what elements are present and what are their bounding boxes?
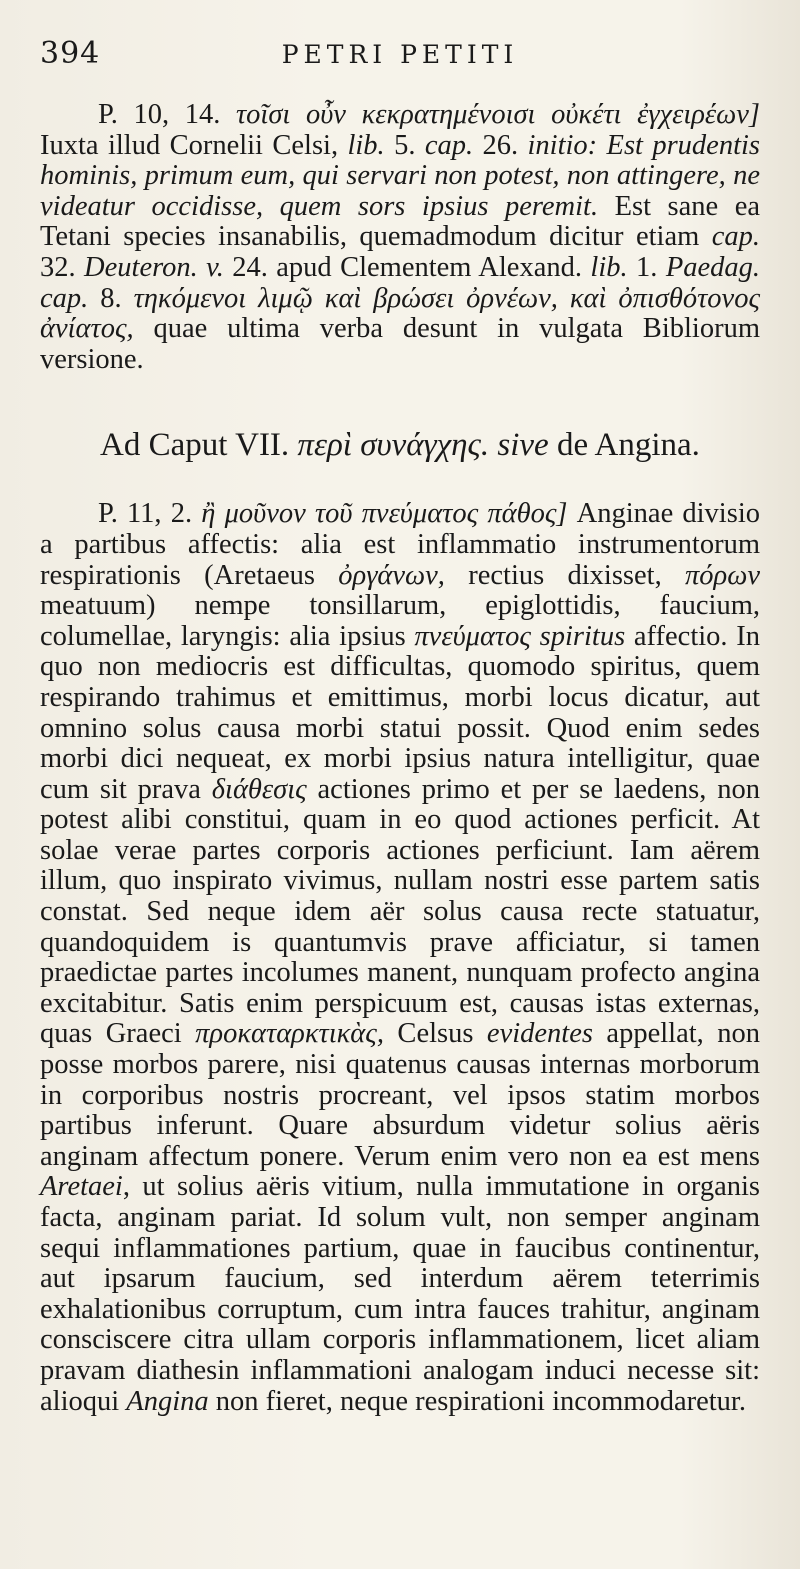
text: 8. — [88, 282, 134, 314]
section-heading — [40, 425, 760, 465]
text: 26. — [473, 129, 528, 161]
text: 1. — [627, 251, 666, 283]
reference: P. 10, 14. — [98, 99, 221, 130]
paragraph-commentary-2 — [40, 499, 760, 1417]
text: 5. — [384, 129, 425, 161]
greek-word: ὀργάνων, — [338, 559, 445, 591]
text: Anginae divisio a partibus affectis: alia est inflammatio instrumentorum respirationis (Aretaeus — [40, 498, 760, 591]
text: Est sane ea Tetani species insanabilis, quemadmodum dicitur etiam — [40, 190, 761, 253]
greek-word: πνεύματος — [414, 620, 531, 652]
section-label: Ad Caput VII. — [100, 427, 290, 464]
text: , ut solius aëris vitium, nulla immutatione in organis facta, anginam pariat. Id solum vult, non semper anginam sequi inflammationes partium, quae in faucibus continentur, aut ipsarum faucium, sed interdum aërem teterrimis exhalationibus corruptum, cum intra fauces trahitur, anginam consciscere citra ullam corporis inflammationem, licet aliam pravam diathesin inflammationi analogam induci necesse sit: alioqui — [40, 1171, 760, 1417]
italic-word: Aretaei — [40, 1171, 123, 1203]
text: appellat, non posse morbos parere, nisi quatenus causas internas morborum in corporibus nostris procreant, vel ipsos statim morbos partibus inferunt. Quare absurdum videtur solius aëris anginam affectum ponere. Verum enim vero non ea est mens — [40, 1018, 760, 1172]
greek-quotation: τηκόμενοι λιμῷ καὶ βρώσει ὀρνέων, καὶ ὀπισθότονος ἀνίατος, — [40, 282, 761, 345]
greek-word: προκαταρκτικὰς, — [195, 1018, 384, 1050]
text: affectio. In quo non mediocris est difficultas, quomodo spiritus, quem respirando trahimus et emittimus, morbi locus dicatur, aut omnino solus causa morbi statui possit. Quod enim sedes morbi dici nequeat, ex morbi ipsius natura intelligitur, quae cum sit prava — [40, 620, 760, 805]
italic-word: spiritus — [539, 620, 626, 652]
text: non fieret, neque respirationi incommodaretur. — [208, 1385, 746, 1417]
text: quae ultima verba desunt in vulgata Bibliorum versione. — [40, 313, 760, 375]
section-latin-title: de Angina. — [556, 427, 700, 464]
citation: lib. — [347, 129, 385, 161]
italic-word: Angina — [126, 1385, 209, 1417]
greek-word: πόρων — [685, 559, 760, 591]
italic-word: evidentes — [486, 1018, 593, 1050]
page-number: 394 — [40, 36, 101, 71]
section-greek-title: περὶ συνάγχης. — [297, 427, 490, 464]
citation: Deuteron. v. — [84, 251, 224, 283]
greek-lemma: ἢ μοῦνον τοῦ πνεύματος πάθος] — [201, 498, 568, 530]
citation: lib. — [590, 251, 628, 283]
greek-word: διάθεσις — [211, 773, 307, 805]
text: actiones primo et per se laedens, non potest alibi constitui, quam in eo quod actiones perficit. At solae verae partes corporis actiones perficiunt. Iam aërem illum, quo inspirato vivimus, nullam nostri esse partem satis constat. Sed neque idem aër solus causa recte statuatur, quandoquidem is quantumvis prave afficiatur, si tamen praedictae partes incolumes manent, nunquam profecto angina excitabitur. Satis enim perspicuum est, causas istas externas, quas Graeci — [40, 773, 760, 1050]
greek-lemma: τοῖσι οὖν κεκρατημένοισι οὐκέτι ἐγχειρέων] — [235, 99, 761, 130]
text: Celsus — [383, 1018, 487, 1050]
section-sive: sive — [497, 427, 549, 464]
text: Iuxta illud Cornelii Celsi, — [40, 129, 348, 161]
running-title: PETRI PETITI — [281, 40, 519, 69]
quotation: initio: Est prudentis hominis, primum eum, qui servari non potest, non attingere, ne videatur occidisse, quem sors ipsius peremit. — [40, 129, 761, 222]
text: meatuum) nempe tonsillarum, epiglottidis, faucium, columellae, laryngis: alia ipsius — [40, 590, 760, 652]
paragraph-commentary-1 — [40, 100, 760, 375]
text: 24. apud Clementem Alexand. — [223, 251, 591, 283]
citation: Paedag. cap. — [40, 251, 761, 314]
text: rectius dixisset, — [444, 559, 686, 591]
citation: cap. — [424, 129, 474, 161]
text: 32. — [40, 251, 85, 283]
running-head — [40, 36, 760, 82]
citation: cap. — [711, 221, 760, 253]
reference: P. 11, 2. — [98, 498, 193, 530]
